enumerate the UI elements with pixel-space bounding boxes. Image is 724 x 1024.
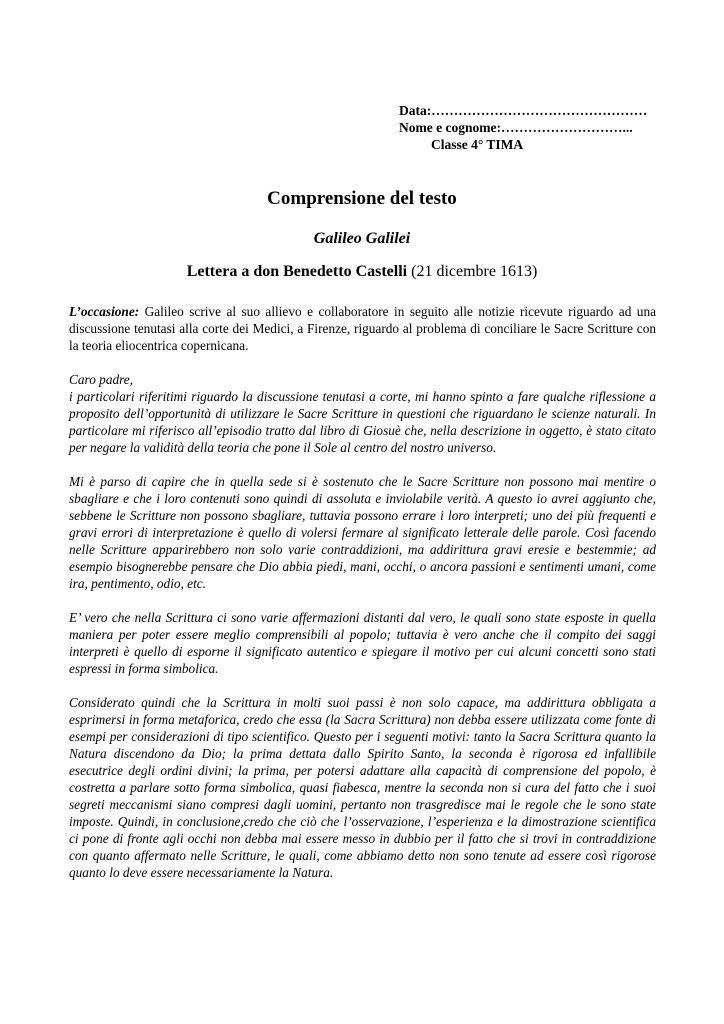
author-name: Galileo Galilei — [313, 230, 411, 247]
letter-date: (21 dicembre 1613) — [411, 263, 538, 280]
name-line: Nome e cognome:………………………... — [399, 120, 633, 135]
letter-paragraph-3: E’ vero che nella Scrittura ci sono varie affermazioni distanti dal vero, le quali sono state esposte in quella maniera per poter essere meglio comprensibili al popolo; tuttavia è vero anche che il compito dei saggi interpreti è quello di esporne il significato autentico e spiegare il motivo per cui alcuni concetti sono stati espressi in forma simbolica. — [69, 610, 656, 676]
letter-paragraph-4: Considerato quindi che la Scrittura in molti suoi passi è non solo capace, ma addirittura obbligata a esprimersi in forma metaforica, credo che essa (la Sacra Scrittura) non debba essere utilizzata come fonte di esempi per considerazioni di tipo scientifico. Questo per i seguenti motivi: tanto la Sacra Scrittura quanto la Natura discendono da Dio; la prima dettata dallo Spirito Santo, la seconda è rigorosa ed infallibile esecutrice degli ordini divini; la prima, per potersi adattare alla capacità di comprensione del popolo, è costretta a parlare sotto forma simbolica, quasi fiabesca, mentre la seconda non si cura del fatto che i suoi segreti meccanismi siano compresi dagli uomini, pertanto non trasgredisce mai le regole che le sono state imposte. Quindi, in conclusione,credo che ciò che l’osservazione, l’esperienza e la dimostrazione scientifica ci pone di fronte agli occhi non debba mai essere messo in dubbio per il fatto che si trovi in contraddizione con quanto affermato nelle Scritture, le quali, come abbiamo detto non sono tenute ad essere così rigorose quanto lo deve essere necessariamente la Natura. — [69, 695, 656, 880]
letter-heading — [0, 263, 724, 281]
letter-title: Lettera a don Benedetto Castelli — [186, 263, 408, 280]
student-info-header — [399, 102, 647, 153]
document-body — [69, 303, 656, 898]
class-line: Classe 4° TIMA — [431, 137, 524, 152]
page-title: Comprensione del testo — [267, 188, 457, 209]
date-line: Data:………………………………………… — [399, 103, 648, 118]
letter-paragraph-2: Mi è parso di capire che in quella sede si è sostenuto che le Sacre Scritture non possono mai mentire o sbagliare e che i loro contenuti sono quindi di assoluta e inviolabile verità. A questo io avrei aggiunto che, sebbene le Scritture non possono sbagliare, tuttavia possono errare i loro interpreti; uno dei più frequenti e gravi errori di interpretazione è quello di volersi fermare al significato letterale delle parole. Così facendo nelle Scritture apparirebbero non solo varie contraddizioni, ma addirittura gravi eresie e bestemmie; ad esempio bisognerebbe pensare che Dio abbia piedi, mani, occhi, o ancora passioni e sentimenti umani, come ira, pentimento, odio, etc. — [69, 474, 656, 591]
letter-paragraph-1 — [69, 371, 656, 456]
occasion-text: Galileo scrive al suo allievo e collaboratore in seguito alle notizie ricevute riguardo ad una discussione tenutasi alla corte dei Medici, a Firenze, riguardo al problema di conciliare le Sacre Scritture con la teoria eliocentrica copernicana. — [69, 304, 656, 353]
occasion-paragraph — [69, 303, 656, 354]
salutation: Caro padre, — [69, 372, 134, 387]
letter-paragraph-1-text: i particolari riferitimi riguardo la discussione tenutasi a corte, mi hanno spinto a fare qualche riflessione a proposito dell’opportunità di utilizzare le Sacre Scritture in questioni che riguardano le scienze naturali. In particolare mi riferisco all’episodio tratto dal libro di Giosuè che, nella descrizione in oggetto, è stato citato per negare la validità della teoria che pone il Sole al centro del nostro universo. — [69, 389, 656, 455]
occasion-label: L’occasione: — [69, 304, 140, 319]
